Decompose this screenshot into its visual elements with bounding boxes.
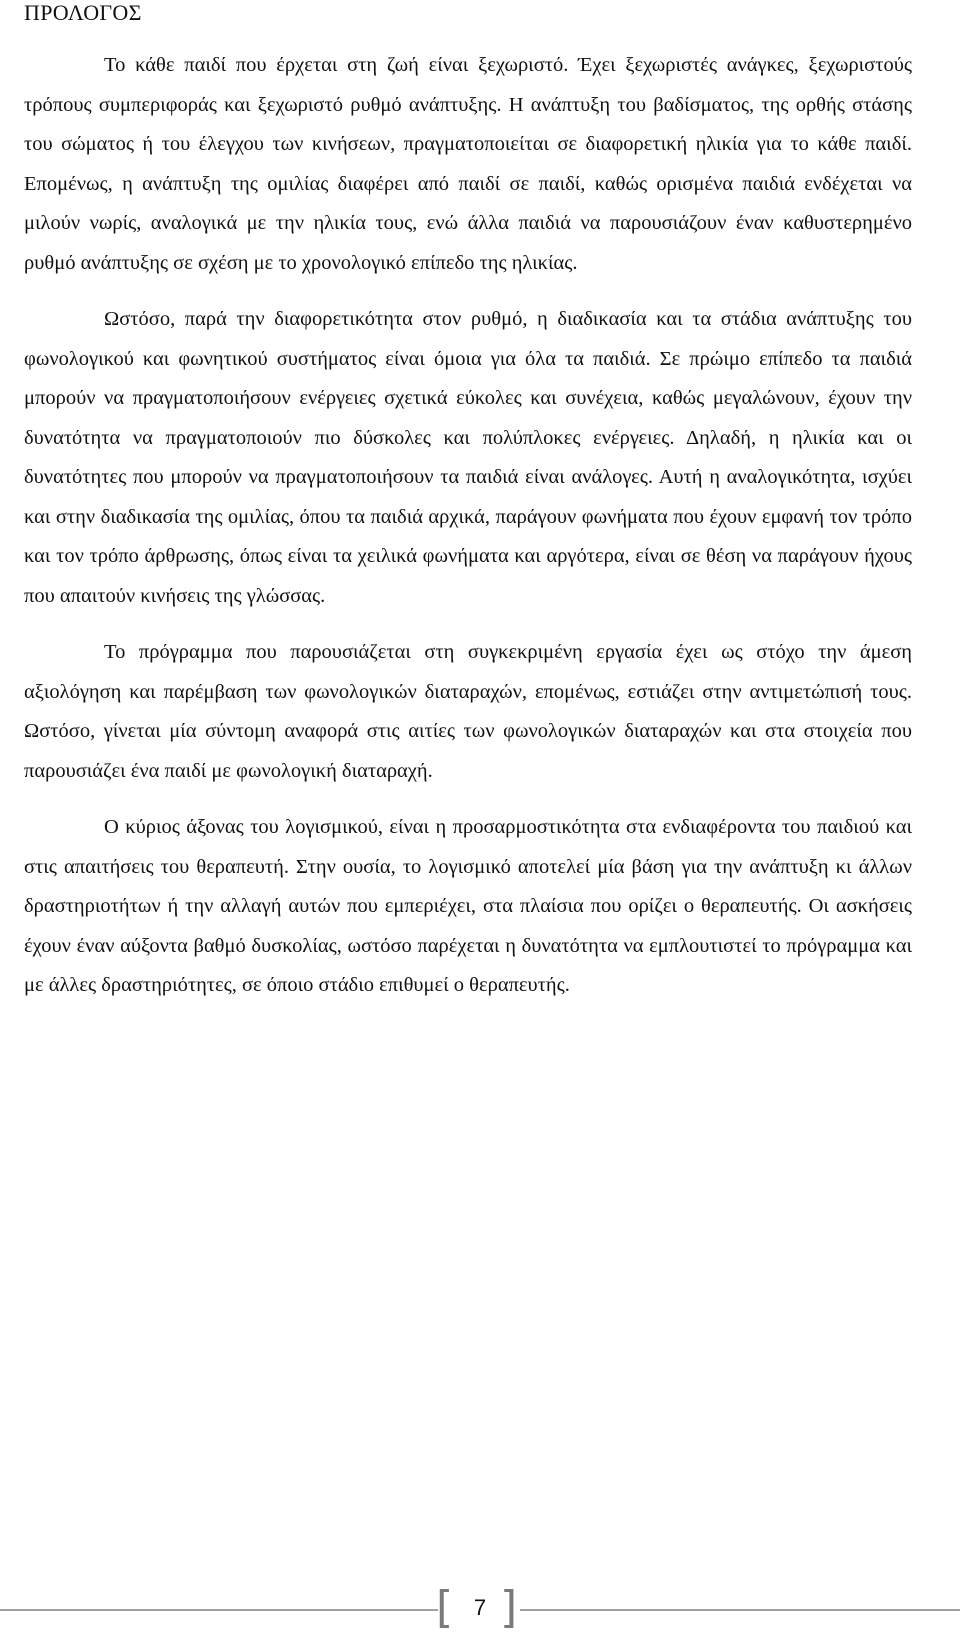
footer-rule-left <box>0 1609 438 1611</box>
right-bracket-icon: ] <box>500 1582 518 1633</box>
page-number: 7 <box>473 1595 487 1620</box>
body-text <box>24 46 912 1006</box>
paragraph-2: Ωστόσο, παρά την διαφορετικότητα στον ρυθμό, η διαδικασία και τα στάδια ανάπτυξης του φωνολογικού και φωνητικού συστήματος είναι όμοια για όλα τα παιδιά. Σε πρώιμο επίπεδο τα παιδιά μπορούν να πραγματοποιήσουν ενέργειες σχετικά εύκολες και συνέχεια, καθώς μεγαλώνουν, έχουν την δυνατότητα να πραγματοποιούν πιο δύσκολες και πολύπλοκες ενέργειες. Δηλαδή, η ηλικία και οι δυνατότητες που μπορούν να πραγματοποιήσουν τα παιδιά είναι ανάλογες. Αυτή η αναλογικότητα, ισχύει και στην διαδικασία της ομιλίας, όπου τα παιδιά αρχικά, παράγουν φωνήματα που έχουν εμφανή τον τρόπο και τον τρόπο άρθρωσης, όπως είναι τα χειλικά φωνήματα και αργότερα, είναι σε θέση να παράγουν ήχους που απαιτούν κινήσεις της γλώσσας. <box>24 308 912 607</box>
page-footer <box>0 1582 960 1634</box>
page-heading: ΠΡΟΛΟΓΟΣ <box>24 0 142 25</box>
left-bracket-icon: [ <box>436 1582 454 1633</box>
paragraph-1: Το κάθε παιδί που έρχεται στη ζωή είναι ξεχωριστό. Έχει ξεχωριστές ανάγκες, ξεχωριστούς τρόπους συμπεριφοράς και ξεχωριστό ρυθμό ανάπτυξης. Η ανάπτυξη του βαδίσματος, της ορθής στάσης του σώματος ή του έλεγχου των κινήσεων, πραγματοποιείται σε διαφορετική ηλικία για το κάθε παιδί. Επομένως, η ανάπτυξη της ομιλίας διαφέρει από παιδί σε παιδί, καθώς ορισμένα παιδιά ενδέχεται να μιλούν νωρίς, αναλογικά με την ηλικία τους, ενώ άλλα παιδιά να παρουσιάζουν έναν καθυστερημένο ρυθμό ανάπτυξης σε σχέση με το χρονολογικό επίπεδο της ηλικίας. <box>24 54 912 274</box>
paragraph-4: Ο κύριος άξονας του λογισμικού, είναι η προσαρμοστικότητα στα ενδιαφέροντα του παιδιού και στις απαιτήσεις του θεραπευτή. Στην ουσία, το λογισμικό αποτελεί μία βάση για την ανάπτυξη κι άλλων δραστηριοτήτων ή την αλλαγή αυτών που εμπεριέχει, στα πλαίσια που ορίζει ο θεραπευτής. Οι ασκήσεις έχουν έναν αύξοντα βαθμό δυσκολίας, ωστόσο παρέχεται η δυνατότητα να εμπλουτιστεί το πρόγραμμα και με άλλες δραστηριότητες, σε όποιο στάδιο επιθυμεί ο θεραπευτής. <box>24 816 912 996</box>
footer-rule-right <box>520 1609 960 1611</box>
paragraph-3: Το πρόγραμμα που παρουσιάζεται στη συγκεκριμένη εργασία έχει ως στόχο την άμεση αξιολόγηση και παρέμβαση των φωνολογικών διαταραχών, επομένως, εστιάζει στην αντιμετώπισή τους. Ωστόσο, γίνεται μία σύντομη αναφορά στις αιτίες των φωνολογικών διαταραχών και στα στοιχεία που παρουσιάζει ένα παιδί με φωνολογική διαταραχή. <box>24 641 912 782</box>
